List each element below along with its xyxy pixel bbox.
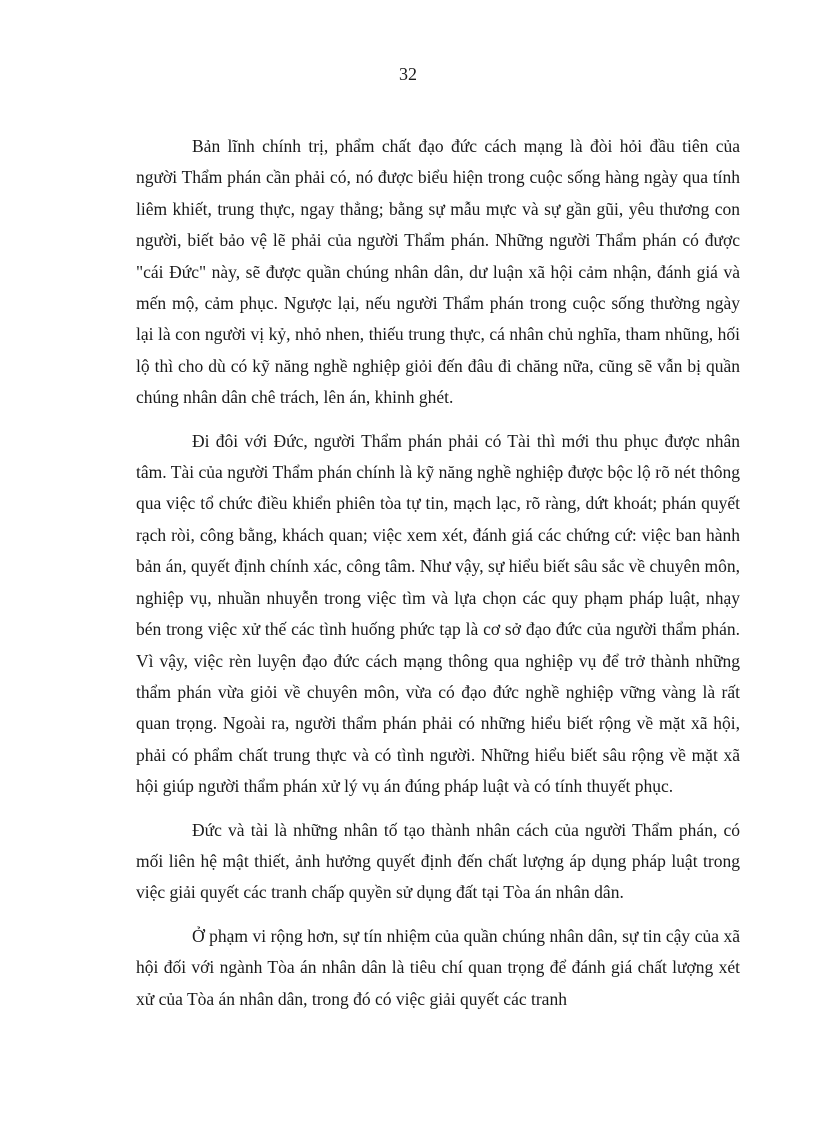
paragraph-4: Ở phạm vi rộng hơn, sự tín nhiệm của quần chúng nhân dân, sự tin cậy của xã hội đối với ngành Tòa án nhân dân là tiêu chí quan trọng để đánh giá chất lượng xét xử của Tòa án nhân dân, trong đó có việc giải quyết các tranh bbox=[136, 925, 740, 1009]
page-number: 32 bbox=[399, 64, 417, 84]
paragraph-2: Đi đôi với Đức, người Thẩm phán phải có Tài thì mới thu phục được nhân tâm. Tài của người Thẩm phán chính là kỹ năng nghề nghiệp được bộc lộ rõ nét thông qua việc tổ chức điều khiển phiên tòa tự tin, mạch lạc, rõ ràng, dứt khoát; phán quyết rạch ròi, công bằng, khách quan; việc xem xét, đánh giá các chứng cứ: việc ban hành bản án, quyết định chính xác, công tâm. Như vậy, sự hiểu biết sâu sắc về chuyên môn, nghiệp vụ, nhuần nhuyễn trong việc tìm và lựa chọn các quy phạm pháp luật, nhạy bén trong việc xử thế các tình huống phức tạp là cơ sở đạo đức của người thẩm phán. Vì vậy, việc rèn luyện đạo đức cách mạng thông qua nghiệp vụ để trở thành những thẩm phán vừa giỏi về chuyên môn, vừa có đạo đức nghề nghiệp vững vàng là rất quan trọng. Ngoài ra, người thẩm phán phải có những hiểu biết rộng về mặt xã hội, phải có phẩm chất trung thực và có tình người. Những hiểu biết sâu rộng về mặt xã hội giúp người thẩm phán xử lý vụ án đúng pháp luật và có tính thuyết phục. bbox=[136, 430, 740, 797]
paragraph-3: Đức và tài là những nhân tố tạo thành nhân cách của người Thẩm phán, có mối liên hệ mật thiết, ảnh hưởng quyết định đến chất lượng áp dụng pháp luật trong việc giải quyết các tranh chấp quyền sử dụng đất tại Tòa án nhân dân. bbox=[136, 819, 740, 903]
document-body bbox=[136, 131, 740, 1027]
paragraph-1: Bản lĩnh chính trị, phẩm chất đạo đức cách mạng là đòi hỏi đầu tiên của người Thẩm phán cần phải có, nó được biểu hiện trong cuộc sống hàng ngày qua tính liêm khiết, trung thực, ngay thẳng; bằng sự mẫu mực và sự gần gũi, yêu thương con người, biết bảo vệ lẽ phải của người Thẩm phán. Những người Thẩm phán có được "cái Đức" này, sẽ được quần chúng nhân dân, dư luận xã hội cảm nhận, đánh giá và mến mộ, cảm phục. Ngược lại, nếu người Thẩm phán trong cuộc sống thường ngày lại là con người vị kỷ, nhỏ nhen, thiếu trung thực, cá nhân chủ nghĩa, tham nhũng, hối lộ thì cho dù có kỹ năng nghề nghiệp giỏi đến đâu đi chăng nữa, cũng sẽ vẫn bị quần chúng nhân dân chê trách, lên án, khinh ghét. bbox=[136, 136, 740, 408]
